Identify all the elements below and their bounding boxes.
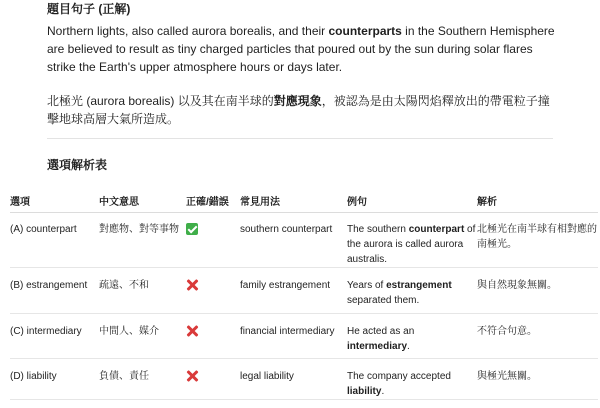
example-cell bbox=[347, 314, 477, 359]
cross-mark-icon bbox=[186, 370, 198, 382]
analysis-cell: 與極光無關。 bbox=[477, 371, 537, 382]
usage-cell: legal liability bbox=[240, 371, 294, 382]
table-row bbox=[10, 268, 598, 314]
header-example: 例句 bbox=[347, 196, 367, 208]
header-option: 選項 bbox=[10, 196, 30, 208]
example-text: . bbox=[407, 341, 410, 352]
english-sentence-part: Northern lights, also called aurora borealis, and their bbox=[47, 24, 329, 38]
status-cell bbox=[186, 213, 240, 268]
table-row bbox=[10, 314, 598, 359]
example-keyword: counterpart bbox=[408, 224, 465, 235]
analysis-cell: 北極光在南半球有相對應的南極光。 bbox=[477, 224, 597, 250]
status-cell bbox=[186, 359, 240, 400]
cross-mark-icon bbox=[186, 325, 198, 337]
option-cell: (B) estrangement bbox=[10, 280, 88, 291]
chinese-sentence-keyword: 對應現象 bbox=[273, 94, 322, 108]
check-mark-icon bbox=[186, 223, 198, 235]
divider bbox=[47, 138, 553, 139]
meaning-cell: 對應物、對等事物 bbox=[99, 224, 179, 235]
example-keyword: intermediary bbox=[347, 341, 408, 352]
example-text: The company accepted bbox=[347, 371, 451, 382]
option-cell: (C) intermediary bbox=[10, 326, 82, 337]
example-cell bbox=[347, 268, 477, 314]
example-keyword: estrangement bbox=[386, 280, 452, 291]
example-cell bbox=[347, 359, 477, 400]
meaning-cell: 疏遠、不和 bbox=[99, 280, 149, 291]
table-heading: 選項解析表 bbox=[47, 158, 108, 172]
meaning-cell: 中間人、媒介 bbox=[99, 326, 159, 337]
example-text: . bbox=[381, 386, 385, 397]
header-analysis: 解析 bbox=[477, 196, 497, 208]
english-sentence bbox=[47, 22, 557, 76]
analysis-cell: 不符合句意。 bbox=[477, 326, 537, 337]
meaning-cell: 負債、責任 bbox=[99, 371, 149, 382]
header-meaning: 中文意思 bbox=[99, 196, 139, 208]
status-cell bbox=[186, 268, 240, 314]
example-keyword: liability bbox=[347, 386, 382, 397]
table-row bbox=[10, 359, 598, 400]
cross-mark-icon bbox=[186, 279, 198, 291]
option-cell: (D) liability bbox=[10, 371, 57, 382]
chinese-sentence bbox=[47, 92, 557, 128]
analysis-cell: 與自然現象無關。 bbox=[477, 280, 557, 291]
example-text: separated them. bbox=[347, 295, 420, 306]
usage-cell: family estrangement bbox=[240, 280, 331, 291]
status-cell bbox=[186, 314, 240, 359]
chinese-sentence-part: 北極光 (aurora borealis) 以及其在南半球的 bbox=[47, 94, 274, 108]
option-cell: (A) counterpart bbox=[10, 224, 77, 235]
usage-cell: financial intermediary bbox=[240, 326, 335, 337]
header-correctness: 正確/錯誤 bbox=[186, 196, 229, 208]
example-text: Years of bbox=[347, 280, 387, 291]
header-usage: 常見用法 bbox=[240, 196, 280, 208]
english-sentence-part: in the Southern Hemisphere are believed to result as tiny charged particles that poured out by the sun during solar flares strike the Earth's upper atmosphere hours or days later. bbox=[47, 24, 555, 74]
usage-cell: southern counterpart bbox=[240, 224, 333, 235]
chinese-sentence-part: ，被認為是由太陽閃焰釋放出的帶電粒子撞擊地球高層大氣所造成。 bbox=[47, 94, 550, 126]
question-heading: 題目句子 (正解) bbox=[47, 2, 131, 16]
example-text: He acted as an bbox=[347, 326, 415, 337]
table-header-row bbox=[10, 188, 598, 213]
english-sentence-keyword: counterparts bbox=[328, 24, 402, 38]
example-text: of the aurora is called aurora australis. bbox=[347, 224, 476, 265]
options-analysis-table bbox=[10, 188, 598, 400]
example-cell bbox=[347, 213, 477, 268]
example-text: The southern bbox=[347, 224, 409, 235]
table-row bbox=[10, 213, 598, 268]
